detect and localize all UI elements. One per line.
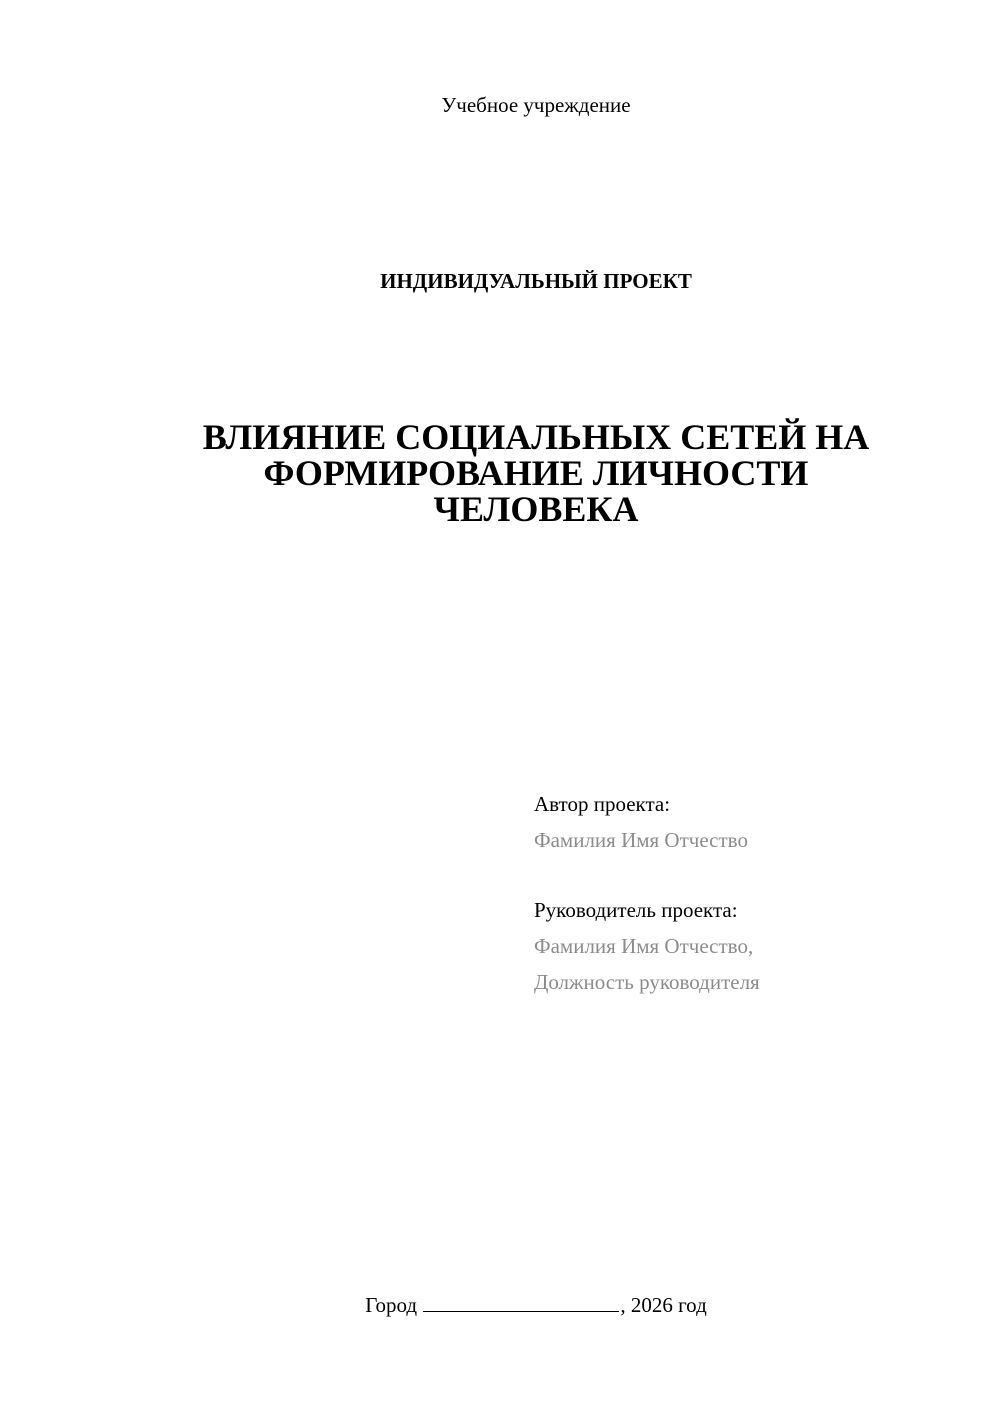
supervisor-name: Фамилия Имя Отчество,	[534, 934, 754, 958]
project-title-line: ЧЕЛОВЕКА	[433, 489, 639, 529]
year-text: , 2026 год	[620, 1293, 707, 1317]
supervisor-position: Должность руководителя	[534, 970, 760, 994]
city-label: Город	[365, 1293, 418, 1317]
city-blank-line	[423, 1293, 619, 1312]
project-title-line: ВЛИЯНИЕ СОЦИАЛЬНЫХ СЕТЕЙ НА	[202, 417, 870, 457]
supervisor-block	[534, 892, 974, 1000]
institution-name: Учебное учреждение	[441, 93, 631, 117]
city-year-line	[0, 1290, 1000, 1320]
project-type-heading: ИНДИВИДУАЛЬНЫЙ ПРОЕКТ	[380, 269, 692, 293]
author-name: Фамилия Имя Отчество	[534, 828, 748, 852]
author-label: Автор проекта:	[534, 792, 671, 816]
author-block	[534, 786, 974, 858]
project-title-line: ФОРМИРОВАНИЕ ЛИЧНОСТИ	[263, 453, 809, 493]
supervisor-label: Руководитель проекта:	[534, 898, 738, 922]
project-title	[150, 419, 922, 527]
